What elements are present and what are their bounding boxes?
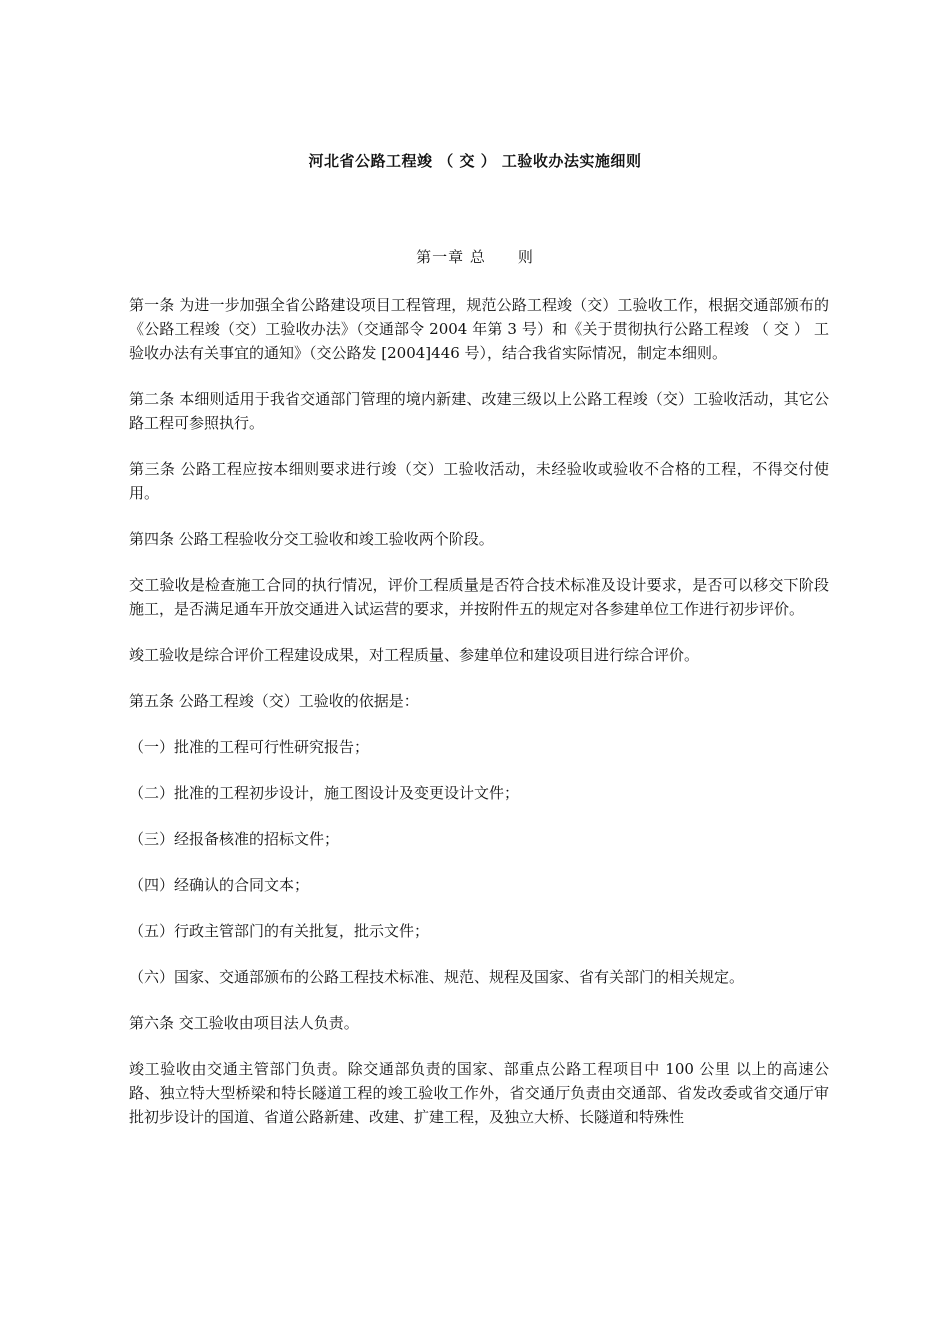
completion-acceptance-paragraph: 竣工验收是综合评价工程建设成果，对工程质量、参建单位和建设项目进行综合评价。 bbox=[129, 646, 700, 664]
article-1-paragraph: 第一条 为进一步加强全省公路建设项目工程管理，规范公路工程竣（交）工验收工作，根据交通部颁布的《公路工程竣（交）工验收办法》（交通部令 2004 年第 3 号）和《关于贯彻执行公路工程竣 （ 交 ） 工验收办法有关事宜的通知》（交公路发 [2004]446 号），结合我省实际情况，制定本细则。 bbox=[129, 296, 829, 362]
article-6-paragraph: 第六条 交工验收由项目法人负责。 bbox=[129, 1014, 359, 1032]
basis-item-6: （六）国家、交通部颁布的公路工程技术标准、规范、规程及国家、省有关部门的相关规定。 bbox=[129, 968, 745, 986]
article-3-paragraph: 第三条 公路工程应按本细则要求进行竣（交）工验收活动，未经验收或验收不合格的工程，不得交付使用。 bbox=[129, 460, 829, 502]
document-title: 河北省公路工程竣 （ 交 ） 工验收办法实施细则 bbox=[308, 152, 642, 170]
basis-item-2: （二）批准的工程初步设计，施工图设计及变更设计文件； bbox=[129, 784, 520, 802]
basis-item-1: （一）批准的工程可行性研究报告； bbox=[129, 738, 370, 756]
chapter-heading: 第一章 总 则 bbox=[416, 248, 534, 266]
basis-item-4: （四）经确认的合同文本； bbox=[129, 876, 310, 894]
basis-item-5: （五）行政主管部门的有关批复，批示文件； bbox=[129, 922, 430, 940]
article-5-paragraph: 第五条 公路工程竣（交）工验收的依据是： bbox=[129, 692, 419, 710]
completion-responsibility-paragraph: 竣工验收由交通主管部门负责。除交通部负责的国家、部重点公路工程项目中 100 公里 以上的高速公路、独立特大型桥梁和特长隧道工程的竣工验收工作外，省交通厅负责由交通部、省发改委或省交通厅审批初步设计的国道、省道公路新建、改建、扩建工程，及独立大桥、长隧道和特殊性 bbox=[129, 1060, 829, 1126]
article-2-paragraph: 第二条 本细则适用于我省交通部门管理的境内新建、改建三级以上公路工程竣（交）工验收活动，其它公路工程可参照执行。 bbox=[129, 390, 829, 432]
handover-acceptance-paragraph: 交工验收是检查施工合同的执行情况，评价工程质量是否符合技术标准及设计要求，是否可以移交下阶段施工，是否满足通车开放交通进入试运营的要求，并按附件五的规定对各参建单位工作进行初步评价。 bbox=[129, 576, 829, 618]
article-4-paragraph: 第四条 公路工程验收分交工验收和竣工验收两个阶段。 bbox=[129, 530, 494, 548]
document-body bbox=[129, 293, 829, 1151]
basis-item-3: （三）经报备核准的招标文件； bbox=[129, 830, 340, 848]
